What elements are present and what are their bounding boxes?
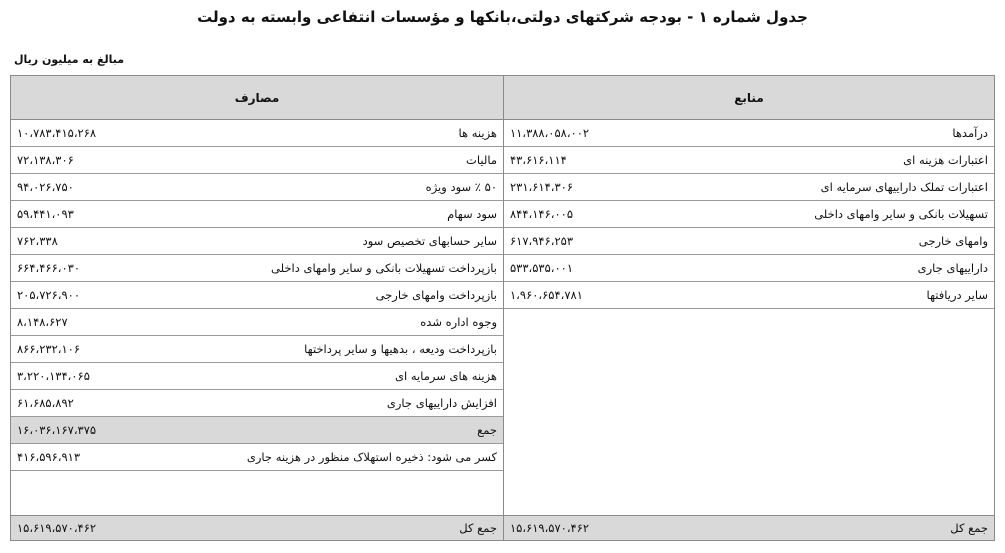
resources-row	[504, 201, 994, 228]
expenses-row-value: ۶۶۴،۴۶۶،۰۳۰	[17, 261, 81, 275]
resources-row-value: ۶۱۷،۹۴۶،۲۵۳	[510, 234, 574, 248]
expenses-row	[11, 417, 503, 444]
budget-table	[10, 75, 995, 541]
resources-column	[504, 76, 994, 540]
expenses-row-label: وجوه اداره شده	[420, 315, 497, 329]
resources-row-label: اعتبارات تملک داراییهای سرمایه ای	[820, 180, 988, 194]
expenses-row	[11, 147, 503, 174]
resources-row-value: ۵۳۳،۵۳۵،۰۰۱	[510, 261, 574, 275]
expenses-row-value: ۷۶۲،۳۳۸	[17, 234, 58, 248]
expenses-row-value: ۷۲،۱۳۸،۳۰۶	[17, 153, 74, 167]
expenses-row	[11, 120, 503, 147]
resources-row	[504, 282, 994, 309]
resources-row-label: درآمدها	[952, 126, 988, 140]
expenses-row-value: ۸۶۶،۲۳۲،۱۰۶	[17, 342, 81, 356]
expenses-row-label: کسر می شود: ذخیره استهلاک منظور در هزینه جاری	[246, 450, 497, 464]
resources-row-value: ۴۳،۶۱۶،۱۱۴	[510, 153, 567, 167]
expenses-row	[11, 282, 503, 309]
expenses-row	[11, 201, 503, 228]
expenses-header: مصارف	[11, 76, 503, 120]
expenses-row-label: جمع	[477, 423, 497, 437]
expenses-row-value: ۱۰،۷۸۳،۴۱۵،۲۶۸	[17, 126, 97, 140]
resources-row-label: اعتبارات هزینه ای	[903, 153, 988, 167]
expenses-row	[11, 444, 503, 471]
expenses-row-label: سایر حسابهای تخصیص سود	[362, 234, 497, 248]
resources-row-value: ۱،۹۶۰،۶۵۴،۷۸۱	[510, 288, 583, 302]
expenses-row-label: بازپرداخت وامهای خارجی	[375, 288, 497, 302]
unit-note: مبالغ به میلیون ریال	[14, 53, 125, 66]
resources-row	[504, 120, 994, 147]
expenses-column	[11, 76, 504, 540]
expenses-row-label: سود سهام	[447, 207, 497, 221]
resources-row-label: وامهای خارجی	[918, 234, 988, 248]
expenses-row-label: افزایش داراییهای جاری	[386, 396, 497, 410]
expenses-row-label: مالیات	[466, 153, 497, 167]
expenses-row	[11, 363, 503, 390]
expenses-row-value: ۴۱۶،۵۹۶،۹۱۳	[17, 450, 81, 464]
expenses-row-value: ۸،۱۴۸،۶۲۷	[17, 315, 68, 329]
expenses-row-value: ۹۴،۰۲۶،۷۵۰	[17, 180, 74, 194]
resources-row	[504, 147, 994, 174]
resources-total-row	[504, 515, 994, 540]
resources-header: منابع	[504, 76, 994, 120]
expenses-row	[11, 174, 503, 201]
expenses-row	[11, 228, 503, 255]
expenses-row	[11, 336, 503, 363]
expenses-row	[11, 309, 503, 336]
page-title: جدول شماره ۱ - بودجه شرکتهای دولتی،بانکها و مؤسسات انتفاعی وابسته به دولت	[197, 8, 808, 26]
resources-row	[504, 228, 994, 255]
resources-row-label: سایر دریافتها	[926, 288, 988, 302]
resources-total-value: ۱۵،۶۱۹،۵۷۰،۴۶۲	[510, 521, 590, 535]
expenses-total-value: ۱۵،۶۱۹،۵۷۰،۴۶۲	[17, 521, 97, 535]
resources-row-value: ۱۱،۳۸۸،۰۵۸،۰۰۲	[510, 126, 590, 140]
expenses-row	[11, 255, 503, 282]
expenses-row-label: هزینه ها	[458, 126, 497, 140]
expenses-row-label: بازپرداخت تسهیلات بانکی و سایر وامهای داخلی	[271, 261, 497, 275]
expenses-row-label: بازپرداخت ودیعه ، بدهیها و سایر پرداختها	[304, 342, 497, 356]
resources-row-value: ۲۳۱،۶۱۴،۳۰۶	[510, 180, 574, 194]
expenses-row-value: ۶۱،۶۸۵،۸۹۲	[17, 396, 74, 410]
expenses-row-label: هزینه های سرمایه ای	[395, 369, 497, 383]
resources-row	[504, 174, 994, 201]
resources-row-value: ۸۴۴،۱۴۶،۰۰۵	[510, 207, 574, 221]
expenses-row-label: ۵۰ ٪ سود ویژه	[425, 180, 497, 194]
expenses-row-value: ۲۰۵،۷۲۶،۹۰۰	[17, 288, 81, 302]
expenses-row-value: ۵۹،۴۴۱،۰۹۳	[17, 207, 74, 221]
resources-row	[504, 255, 994, 282]
resources-row-label: داراییهای جاری	[917, 261, 988, 275]
resources-total-label: جمع کل	[950, 521, 988, 535]
expenses-total-label: جمع کل	[459, 521, 497, 535]
expenses-row-value: ۱۶،۰۳۶،۱۶۷،۳۷۵	[17, 423, 97, 437]
expenses-row-value: ۳،۲۲۰،۱۳۴،۰۶۵	[17, 369, 90, 383]
expenses-total-row	[11, 515, 503, 540]
resources-row-label: تسهیلات بانکی و سایر وامهای داخلی	[814, 207, 988, 221]
expenses-row	[11, 390, 503, 417]
